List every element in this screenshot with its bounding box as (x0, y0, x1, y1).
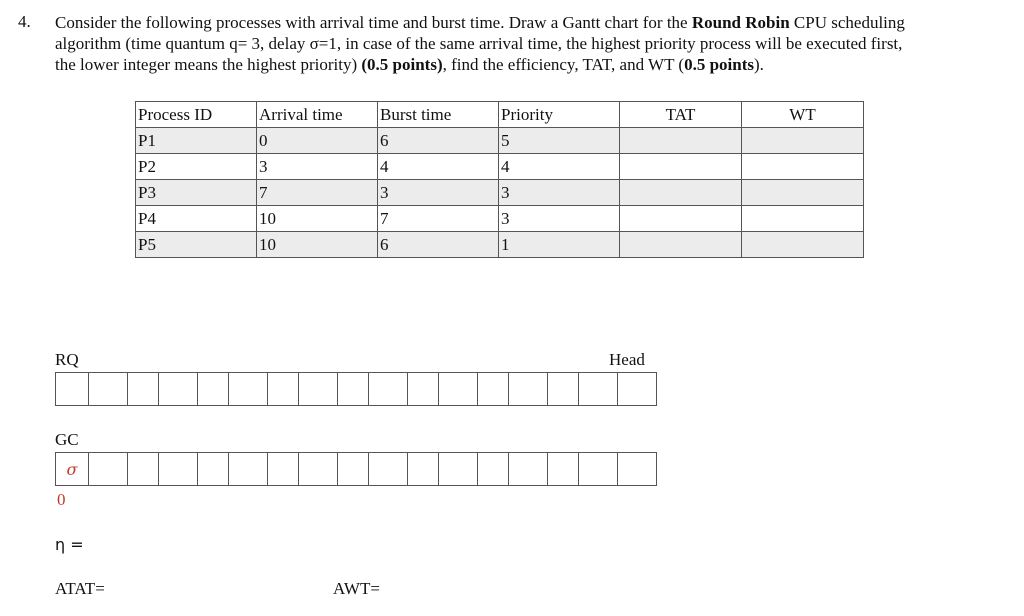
question-line3-d: 0.5 points (684, 55, 754, 74)
gantt-cell[interactable] (368, 452, 408, 486)
gantt-cell[interactable] (228, 452, 268, 486)
gantt-cell[interactable] (407, 452, 439, 486)
question-text (55, 12, 1023, 75)
cell-wt[interactable] (742, 128, 864, 154)
table-row (136, 154, 864, 180)
cell-tat[interactable] (620, 180, 742, 206)
gantt-cell[interactable] (88, 452, 128, 486)
question-line3-b: (0.5 points) (361, 55, 443, 74)
gc-label: GC (55, 430, 79, 449)
question-line3-e: ). (754, 55, 764, 74)
cell-process-id: P5 (136, 232, 257, 258)
question-line3-c: , find the efficiency, TAT, and WT ( (442, 55, 685, 74)
gantt-start-time: 0 (57, 490, 66, 509)
question-line2: algorithm (time quantum q= 3, delay σ=1, in case of the same arrival time, the highest priority process will be executed first, (55, 34, 903, 53)
gantt-cell[interactable] (477, 452, 509, 486)
header-tat: TAT (620, 102, 742, 128)
cell-burst-time: 3 (378, 180, 499, 206)
table-row (136, 206, 864, 232)
cell-burst-time: 6 (378, 232, 499, 258)
cell-wt[interactable] (742, 154, 864, 180)
cell-tat[interactable] (620, 206, 742, 232)
cell-priority: 5 (499, 128, 620, 154)
cell-tat[interactable] (620, 154, 742, 180)
cell-process-id: P2 (136, 154, 257, 180)
question-number: 4. (18, 12, 31, 31)
cell-burst-time: 6 (378, 128, 499, 154)
header-process-id: Process ID (136, 102, 257, 128)
ready-queue-cell[interactable] (508, 372, 548, 406)
gantt-cell[interactable] (127, 452, 159, 486)
question-line1-a: Consider the following processes with arrival time and burst time. Draw a Gantt chart for the (55, 13, 692, 32)
ready-queue-cell[interactable] (267, 372, 299, 406)
gantt-cell[interactable] (197, 452, 229, 486)
ready-queue-cell[interactable] (197, 372, 229, 406)
table-row (136, 180, 864, 206)
ready-queue-cell[interactable] (55, 372, 89, 406)
table-header-row (136, 102, 864, 128)
gantt-cell[interactable] (578, 452, 618, 486)
cell-wt[interactable] (742, 206, 864, 232)
ready-queue-cell[interactable] (547, 372, 579, 406)
gantt-cell[interactable] (547, 452, 579, 486)
ready-queue-cell[interactable] (158, 372, 198, 406)
cell-priority: 3 (499, 180, 620, 206)
gantt-cell[interactable] (617, 452, 657, 486)
gantt-cell[interactable] (267, 452, 299, 486)
cell-priority: 4 (499, 154, 620, 180)
process-table (135, 101, 864, 258)
ready-queue-cell[interactable] (228, 372, 268, 406)
gantt-cell[interactable] (337, 452, 369, 486)
efficiency-label: η = (55, 535, 84, 554)
header-arrival-time: Arrival time (257, 102, 378, 128)
ready-queue-cell[interactable] (477, 372, 509, 406)
rq-label: RQ (55, 350, 79, 369)
gantt-sigma-cell[interactable]: σ (55, 452, 89, 486)
gantt-cell[interactable] (438, 452, 478, 486)
cell-burst-time: 7 (378, 206, 499, 232)
ready-queue-cell[interactable] (298, 372, 338, 406)
awt-label: AWT= (333, 579, 380, 598)
question-line1-c: CPU scheduling (789, 13, 905, 32)
ready-queue-cell[interactable] (337, 372, 369, 406)
cell-priority: 3 (499, 206, 620, 232)
cell-arrival-time: 10 (257, 206, 378, 232)
table-row (136, 232, 864, 258)
ready-queue-cell[interactable] (368, 372, 408, 406)
cell-arrival-time: 7 (257, 180, 378, 206)
cell-burst-time: 4 (378, 154, 499, 180)
question-line3-a: the lower integer means the highest priority) (55, 55, 362, 74)
header-burst-time: Burst time (378, 102, 499, 128)
gantt-cell[interactable] (158, 452, 198, 486)
ready-queue-cell[interactable] (407, 372, 439, 406)
rq-head-label: Head (609, 350, 645, 369)
cell-wt[interactable] (742, 180, 864, 206)
gantt-cell[interactable] (508, 452, 548, 486)
cell-arrival-time: 10 (257, 232, 378, 258)
atat-label: ATAT= (55, 579, 105, 598)
cell-process-id: P3 (136, 180, 257, 206)
ready-queue-cell[interactable] (578, 372, 618, 406)
cell-process-id: P1 (136, 128, 257, 154)
question-line1-b: Round Robin (691, 13, 790, 32)
ready-queue (55, 372, 657, 406)
gantt-chart (55, 452, 657, 486)
ready-queue-cell[interactable] (438, 372, 478, 406)
gantt-cell[interactable] (298, 452, 338, 486)
header-priority: Priority (499, 102, 620, 128)
cell-tat[interactable] (620, 128, 742, 154)
cell-arrival-time: 0 (257, 128, 378, 154)
ready-queue-cell[interactable] (127, 372, 159, 406)
cell-tat[interactable] (620, 232, 742, 258)
header-wt: WT (742, 102, 864, 128)
ready-queue-head-cell[interactable] (617, 372, 657, 406)
cell-priority: 1 (499, 232, 620, 258)
cell-process-id: P4 (136, 206, 257, 232)
ready-queue-cell[interactable] (88, 372, 128, 406)
cell-wt[interactable] (742, 232, 864, 258)
table-row (136, 128, 864, 154)
cell-arrival-time: 3 (257, 154, 378, 180)
